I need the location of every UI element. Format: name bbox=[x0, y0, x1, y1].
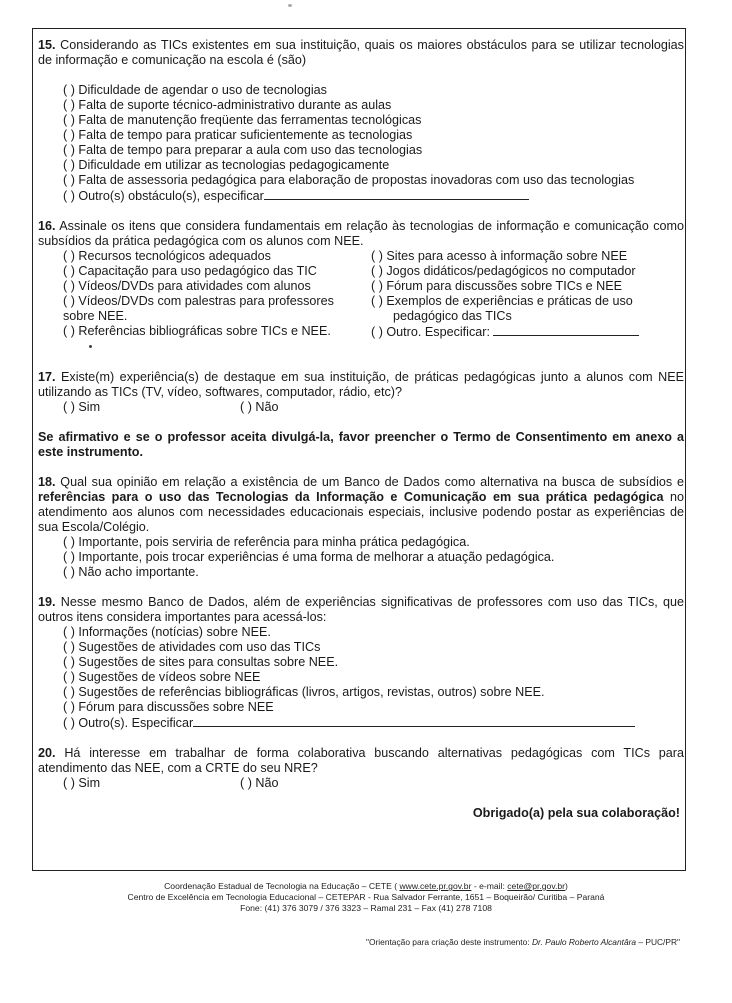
question-number: 18. bbox=[38, 475, 56, 489]
credit-author: Dr. Paulo Roberto Alcantâra bbox=[531, 937, 637, 947]
option-checkbox[interactable]: ( ) Vídeos/DVDs com palestras para professores bbox=[63, 294, 334, 308]
option-checkbox[interactable]: ( ) Falta de assessoria pedagógica para elaboração de propostas inovadoras com uso das tecnologias bbox=[63, 173, 635, 187]
specify-blank[interactable] bbox=[193, 715, 635, 727]
question-number: 19. bbox=[38, 595, 56, 609]
no-checkbox[interactable]: ( ) Não bbox=[240, 776, 279, 790]
option-checkbox[interactable]: ( ) Falta de tempo para praticar suficientemente as tecnologias bbox=[63, 128, 413, 142]
option-checkbox[interactable]: ( ) Dificuldade de agendar o uso de tecnologias bbox=[63, 83, 327, 97]
footer bbox=[0, 881, 732, 914]
stray-dot bbox=[89, 345, 92, 348]
option-checkbox[interactable]: ( ) Fórum para discussões sobre NEE bbox=[63, 700, 274, 714]
footer-text: - e-mail: bbox=[471, 881, 508, 891]
thank-you-note: Obrigado(a) pela sua colaboração! bbox=[472, 806, 680, 820]
option-checkbox[interactable]: ( ) Capacitação para uso pedagógico das TIC bbox=[63, 264, 317, 278]
option-checkbox[interactable]: ( ) Vídeos/DVDs para atividades com alunos bbox=[63, 279, 311, 293]
question-16 bbox=[38, 219, 684, 249]
specify-blank[interactable] bbox=[264, 188, 529, 200]
option-checkbox[interactable]: ( ) Falta de tempo para preparar a aula com uso das tecnologias bbox=[63, 143, 423, 157]
consent-notice: Se afirmativo e se o professor aceita divulgá-la, favor preencher o Termo de Consentimento em anexo a este instrumento. bbox=[38, 430, 684, 459]
questionnaire-content bbox=[38, 38, 684, 821]
yes-checkbox[interactable]: ( ) Sim bbox=[63, 400, 101, 414]
question-number: 16. bbox=[38, 219, 56, 233]
option-other-label: ( ) Outro(s). Especificar bbox=[63, 716, 194, 730]
option-checkbox[interactable]: ( ) Referências bibliográficas sobre TICs e NEE. bbox=[63, 324, 331, 338]
option-other[interactable] bbox=[38, 715, 684, 731]
question-18 bbox=[38, 475, 684, 535]
option-other-label: ( ) Outro(s) obstáculo(s), especificar bbox=[63, 189, 264, 203]
question-text: Qual sua opinião em relação a existência de um Banco de Dados como alternativa na busca de subsídios e bbox=[60, 475, 684, 489]
question-text: no atendimento aos alunos com necessidades educacionais especiais, inclusive podendo postar as experiências de sua Escola/Colégio. bbox=[38, 490, 685, 534]
question-number: 17. bbox=[38, 370, 56, 384]
footer-line-2: Centro de Excelência em Tecnologia Educacional – CETEPAR - Rua Salvador Ferrante, 1651 – Boqueirão/ Curitiba – Paraná bbox=[127, 892, 605, 902]
credit-text: "Orientação para criação deste instrumento: bbox=[366, 937, 532, 947]
option-checkbox[interactable]: ( ) Sugestões de vídeos sobre NEE bbox=[63, 670, 261, 684]
option-other[interactable] bbox=[348, 324, 684, 340]
option-checkbox[interactable]: ( ) Dificuldade em utilizar as tecnologias pedagogicamente bbox=[63, 158, 390, 172]
options-right-column bbox=[348, 249, 684, 340]
option-checkbox[interactable]: ( ) Sugestões de sites para consultas sobre NEE. bbox=[63, 655, 339, 669]
question-text-bold: referências para o uso das Tecnologias da Informação e Comunicação em sua prática pedagógica bbox=[38, 490, 664, 504]
option-checkbox[interactable]: ( ) Sugestões de atividades com uso das TICs bbox=[63, 640, 321, 654]
footer-line-3: Fone: (41) 376 3079 / 376 3323 – Ramal 231 – Fax (41) 278 7108 bbox=[240, 903, 492, 913]
option-other[interactable] bbox=[38, 188, 684, 204]
option-continuation: pedagógico das TICs bbox=[393, 309, 512, 323]
yes-no-options bbox=[38, 776, 684, 791]
option-other-label: ( ) Outro. Especificar: bbox=[371, 325, 490, 339]
question-17 bbox=[38, 370, 684, 400]
option-continuation: sobre NEE. bbox=[63, 309, 128, 323]
question-20 bbox=[38, 746, 684, 776]
question-19 bbox=[38, 595, 684, 625]
email-link[interactable]: cete@pr.gov.br bbox=[507, 881, 566, 891]
no-checkbox[interactable]: ( ) Não bbox=[240, 400, 279, 414]
author-credit bbox=[366, 937, 680, 947]
option-checkbox[interactable]: ( ) Falta de manutenção freqüente das ferramentas tecnológicas bbox=[63, 113, 422, 127]
option-checkbox[interactable]: ( ) Sites para acesso à informação sobre NEE bbox=[371, 249, 628, 263]
option-checkbox[interactable]: ( ) Não acho importante. bbox=[63, 565, 199, 579]
question-text: Há interesse em trabalhar de forma colaborativa buscando alternativas pedagógicas com TICs para atendimento das NEE, com a CRTE do seu NRE? bbox=[38, 746, 685, 775]
option-checkbox[interactable]: ( ) Fórum para discussões sobre TICs e NEE bbox=[371, 279, 623, 293]
specify-blank[interactable] bbox=[493, 324, 639, 336]
option-checkbox[interactable]: ( ) Jogos didáticos/pedagógicos no computador bbox=[371, 264, 636, 278]
scan-speck bbox=[288, 4, 292, 7]
question-text: Assinale os itens que considera fundamentais em relação às tecnologias de informação e comunicação como subsídios da prática pedagógica com os alunos com NEE. bbox=[38, 219, 684, 248]
option-checkbox[interactable]: ( ) Sugestões de referências bibliográficas (livros, artigos, revistas, outros) sobre NEE. bbox=[63, 685, 545, 699]
question-text: Nesse mesmo Banco de Dados, além de experiências significativas de professores com uso das TICs, que outros itens considera importantes para acessá-los: bbox=[38, 595, 684, 624]
question-text: Existe(m) experiência(s) de destaque em sua instituição, de práticas pedagógicas junto a alunos com NEE utilizando as TICs (TV, vídeo, softwares, computador, rádio, etc)? bbox=[38, 370, 684, 399]
option-checkbox[interactable]: ( ) Falta de suporte técnico-administrativo durante as aulas bbox=[63, 98, 392, 112]
option-checkbox[interactable]: ( ) Informações (notícias) sobre NEE. bbox=[63, 625, 271, 639]
options-two-columns bbox=[38, 249, 684, 340]
option-checkbox[interactable]: ( ) Exemplos de experiências e práticas de uso bbox=[371, 294, 633, 308]
footer-line-1 bbox=[0, 881, 732, 892]
option-checkbox[interactable]: ( ) Importante, pois serviria de referência para minha prática pedagógica. bbox=[63, 535, 470, 549]
question-number: 15. bbox=[38, 38, 56, 52]
footer-text: ) bbox=[565, 881, 568, 891]
question-text: Considerando as TICs existentes em sua instituição, quais os maiores obstáculos para se utilizar tecnologias de informação e comunicação na escola é (são) bbox=[38, 38, 684, 67]
option-checkbox[interactable]: ( ) Importante, pois trocar experiências é uma forma de melhorar a atuação pedagógica. bbox=[63, 550, 555, 564]
options-left-column bbox=[38, 249, 348, 340]
footer-text: Coordenação Estadual de Tecnologia na Educação – CETE ( bbox=[164, 881, 400, 891]
question-15 bbox=[38, 38, 684, 68]
option-checkbox[interactable]: ( ) Recursos tecnológicos adequados bbox=[63, 249, 271, 263]
yes-checkbox[interactable]: ( ) Sim bbox=[63, 776, 101, 790]
yes-no-options bbox=[38, 400, 684, 415]
question-number: 20. bbox=[38, 746, 56, 760]
credit-text: – PUC/PR" bbox=[636, 937, 680, 947]
website-link[interactable]: www.cete.pr.gov.br bbox=[399, 881, 472, 891]
